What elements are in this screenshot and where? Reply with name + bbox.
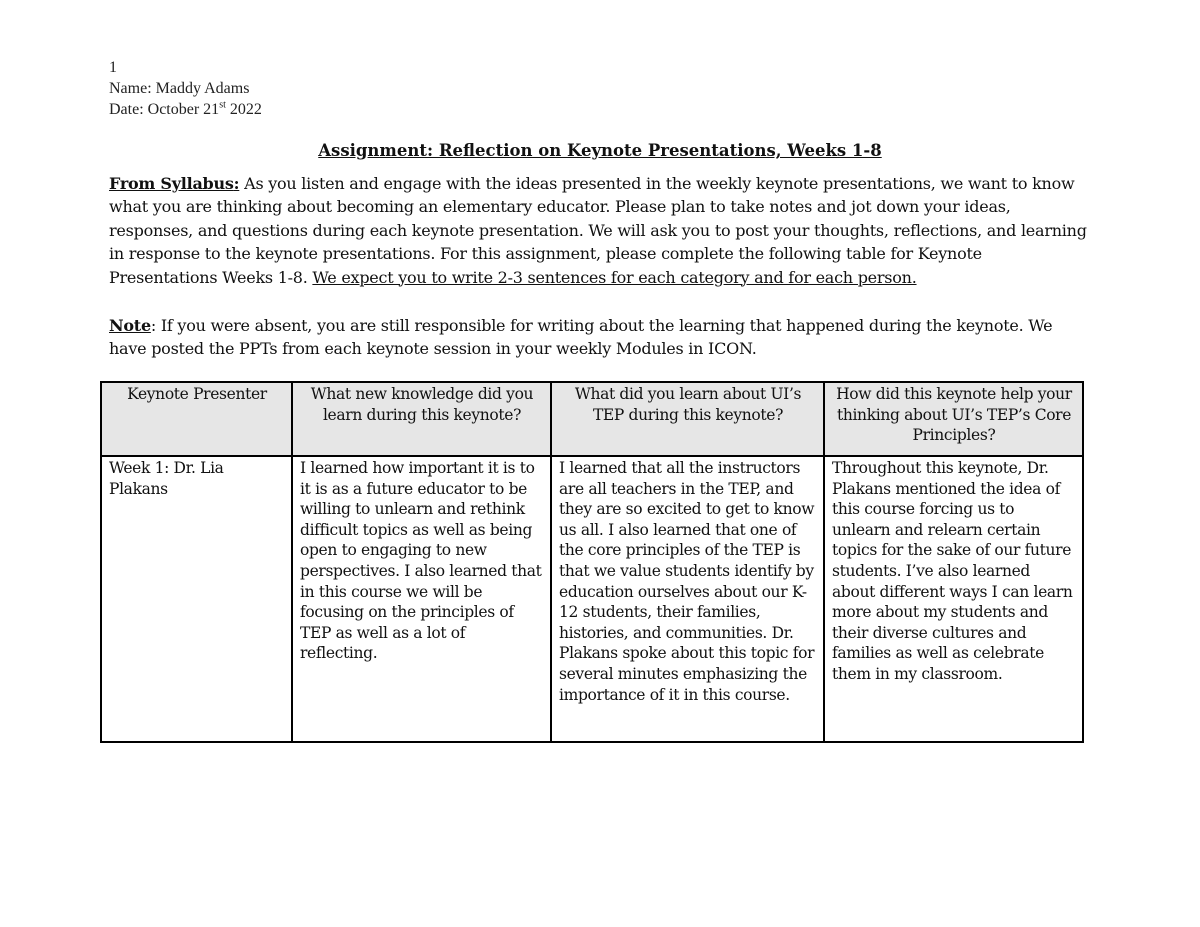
submission-date bbox=[109, 99, 262, 120]
table-header-row bbox=[101, 382, 1083, 456]
document-header bbox=[109, 57, 262, 120]
syllabus-lead: From Syllabus bbox=[109, 174, 234, 193]
date-text: Date: October 21 bbox=[109, 101, 220, 118]
assignment-title: Assignment: Reflection on Keynote Presentations, Weeks 1-8 bbox=[318, 141, 882, 160]
student-name: Name: Maddy Adams bbox=[109, 80, 250, 97]
header-new-knowledge: What new knowledge did you learn during this keynote? bbox=[292, 382, 551, 456]
cell-new-knowledge: I learned how important it is to it is as a future educator to be willing to unlearn and rethink difficult topics as well as being open to engaging to new perspectives. I also learned that in this course we will be focusing on the principles of TEP as well as a lot of reflecting. bbox=[292, 456, 551, 742]
page-number: 1 bbox=[109, 59, 117, 76]
syllabus-expectation: We expect you to write 2-3 sentences for each category and for each person. bbox=[312, 267, 917, 287]
cell-ui-tep: I learned that all the instructors are all teachers in the TEP, and they are so excited to get to know us all. I also learned that one of the core principles of the TEP is that we value students identify by education ourselves about our K-12 students, their families, histories, and communities. Dr. Plakans spoke about this topic for several minutes emphasizing the importance of it in this course. bbox=[551, 456, 824, 742]
header-ui-tep: What did you learn about UI’s TEP during this keynote? bbox=[551, 382, 824, 456]
date-year: 2022 bbox=[225, 101, 262, 118]
keynote-table bbox=[100, 381, 1084, 743]
header-core-principles: How did this keynote help your thinking about UI’s TEP’s Core Principles? bbox=[824, 382, 1083, 456]
cell-core-principles: Throughout this keynote, Dr. Plakans mentioned the idea of this course forcing us to unlearn and relearn certain topics for the sake of our future students. I’ve also learned about different ways I can learn more about my students and their diverse cultures and families as well as celebrate them in my classroom. bbox=[824, 456, 1083, 742]
syllabus-text: As you listen and engage with the ideas presented in the weekly keynote presentations, we want to know what you are thinking about becoming an elementary educator. Please plan to take notes and jot down your ideas, responses, and questions during each keynote presentation. We will ask you to post your thoughts, reflections, and learning in response to the keynote presentations. For this assignment, please complete the following table for Keynote Presentations Weeks 1-8. bbox=[109, 174, 1087, 287]
cell-presenter: Week 1: Dr. Lia Plakans bbox=[101, 456, 292, 742]
note-paragraph bbox=[109, 314, 1094, 361]
syllabus-lead-colon: : bbox=[233, 174, 240, 193]
note-lead: Note bbox=[109, 316, 151, 335]
table-row bbox=[101, 456, 1083, 742]
syllabus-paragraph bbox=[109, 172, 1094, 289]
header-keynote-presenter: Keynote Presenter bbox=[101, 382, 292, 456]
note-text: : If you were absent, you are still responsible for writing about the learning that happened during the keynote. We have posted the PPTs from each keynote session in your weekly Modules in ICON. bbox=[109, 316, 1053, 359]
date-ordinal: st bbox=[219, 99, 226, 111]
